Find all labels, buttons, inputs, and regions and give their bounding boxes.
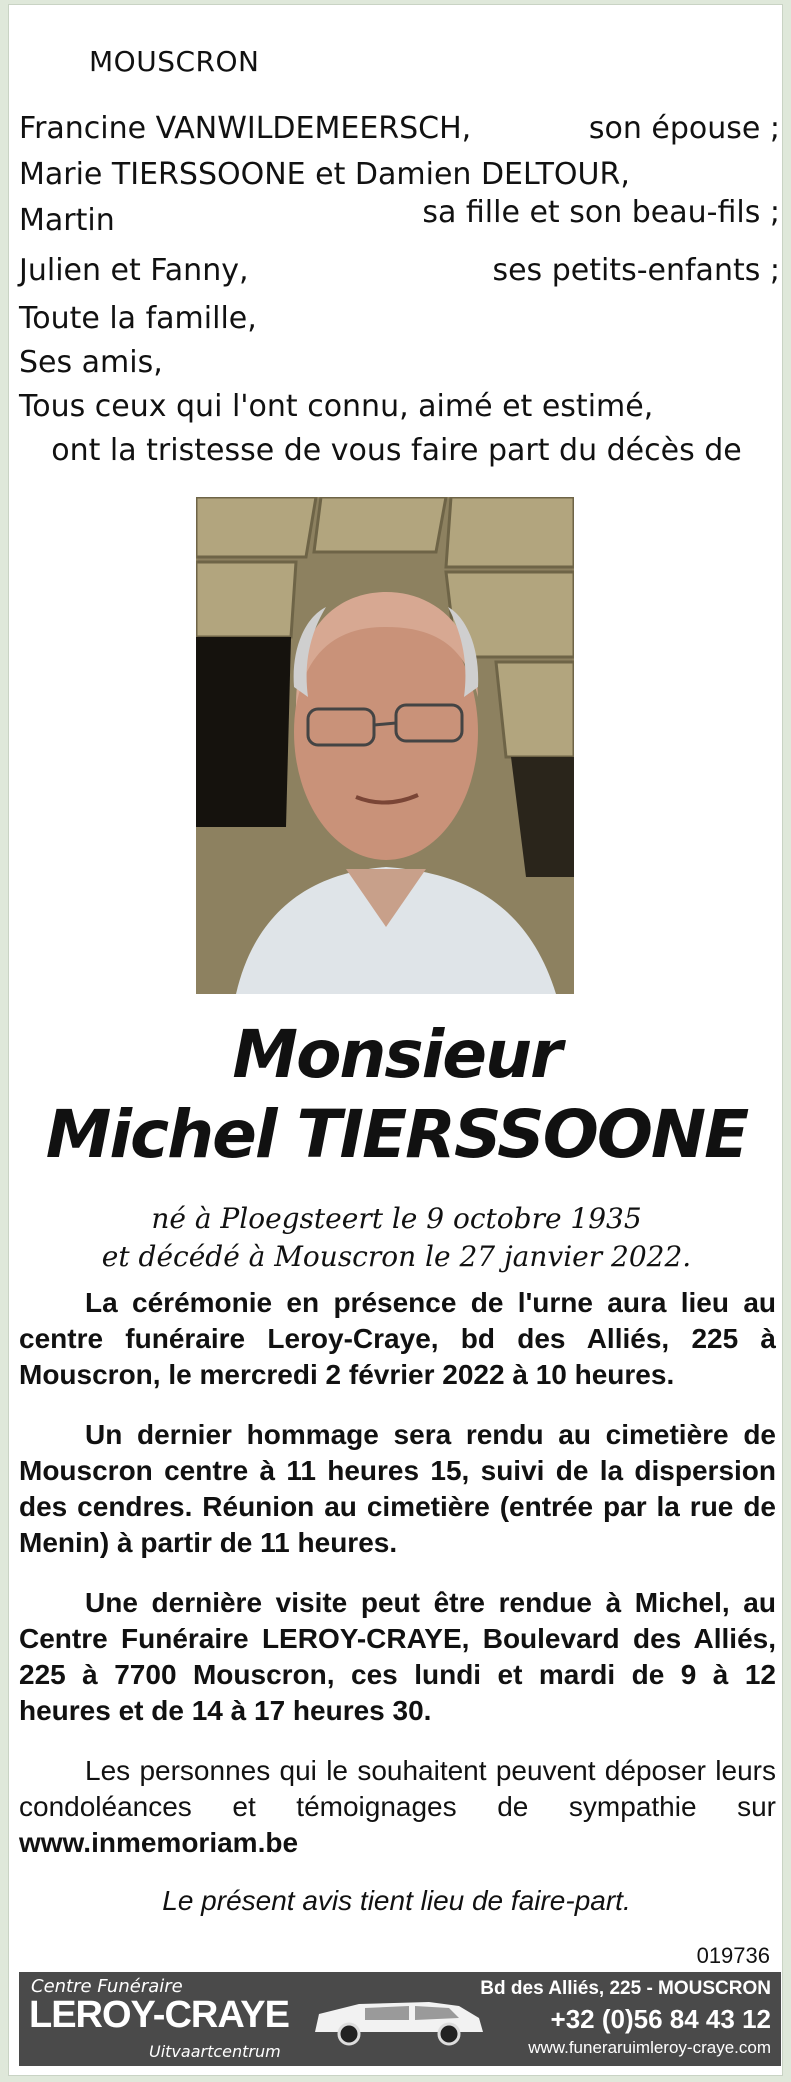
banner-label-top: Centre Funéraire [31, 1976, 183, 1997]
family-member: Tous ceux qui l'ont connu, aimé et estimé, [19, 389, 654, 424]
family-relation: ses petits-enfants ; [492, 253, 780, 288]
family-member: Martin [19, 203, 115, 238]
death-line: et décédé à Mouscron le 27 janvier 2022. [101, 1240, 692, 1273]
banner-website[interactable]: www.funeraruimleroy-craye.com [528, 2038, 771, 2057]
family-line [19, 343, 784, 383]
banner-brand: LEROY-CRAYE [29, 1994, 289, 2036]
closing-note: Le présent avis tient lieu de faire-part. [162, 1885, 631, 1916]
family-member: Toute la famille, [19, 301, 257, 336]
hearse-icon [309, 1984, 489, 2058]
death-notice [8, 4, 783, 2076]
intro-text: ont la tristesse de vous faire part du décès de [51, 433, 742, 468]
tribute-paragraph: Un dernier hommage sera rendu au cimetière de Mouscron centre à 11 heures 15, suivi de la dispersion des cendres. Réunion au cimetière (entrée par la rue de Menin) à partir de 11 heures. [19, 1419, 776, 1558]
family-line [19, 109, 784, 149]
deceased-name: Michel TIERSSOONE [45, 1096, 748, 1173]
banner-label-bottom: Uitvaartcentrum [149, 2042, 281, 2061]
banner-address: Bd des Alliés, 225 - MOUSCRON [480, 1978, 771, 1999]
family-relation: sa fille et son beau-fils ; [422, 195, 780, 230]
banner-phone: +32 (0)56 84 43 12 [550, 2004, 771, 2034]
condolences-paragraph [19, 1753, 776, 1861]
reference-number: 019736 [696, 1943, 770, 1968]
family-line [19, 155, 784, 195]
deceased-title: Monsieur [232, 1016, 561, 1093]
portrait-photo [196, 497, 574, 994]
ceremony-paragraph: La cérémonie en présence de l'urne aura lieu au centre funéraire Leroy-Craye, bd des Alliés, 225 à Mouscron, le mercredi 2 février 2022 à 10 heures. [19, 1287, 776, 1390]
family-line [19, 195, 784, 241]
family-relation: son épouse ; [588, 111, 780, 146]
condolences-text: Les personnes qui le souhaitent peuvent déposer leurs condoléances et témoignages de sympathie sur [19, 1755, 776, 1822]
family-line [19, 299, 784, 339]
family-line [19, 251, 784, 291]
visit-paragraph: Une dernière visite peut être rendue à Michel, au Centre Funéraire LEROY-CRAYE, Boulevard des Alliés, 225 à 7700 Mouscron, ces lundi et mardi de 9 à 12 heures et de 14 à 17 heures 30. [19, 1587, 776, 1726]
family-member: Marie TIERSSOONE et Damien DELTOUR, [19, 157, 630, 192]
birth-line: né à Ploegsteert le 9 octobre 1935 [151, 1202, 642, 1235]
funeral-home-banner [19, 1972, 781, 2066]
condolences-link[interactable]: www.inmemoriam.be [19, 1827, 299, 1858]
family-member: Julien et Fanny, [19, 253, 249, 288]
family-member: Ses amis, [19, 345, 163, 380]
family-line [19, 387, 784, 427]
family-member: Francine VANWILDEMEERSCH, [19, 111, 472, 146]
city-heading: MOUSCRON [89, 45, 260, 78]
